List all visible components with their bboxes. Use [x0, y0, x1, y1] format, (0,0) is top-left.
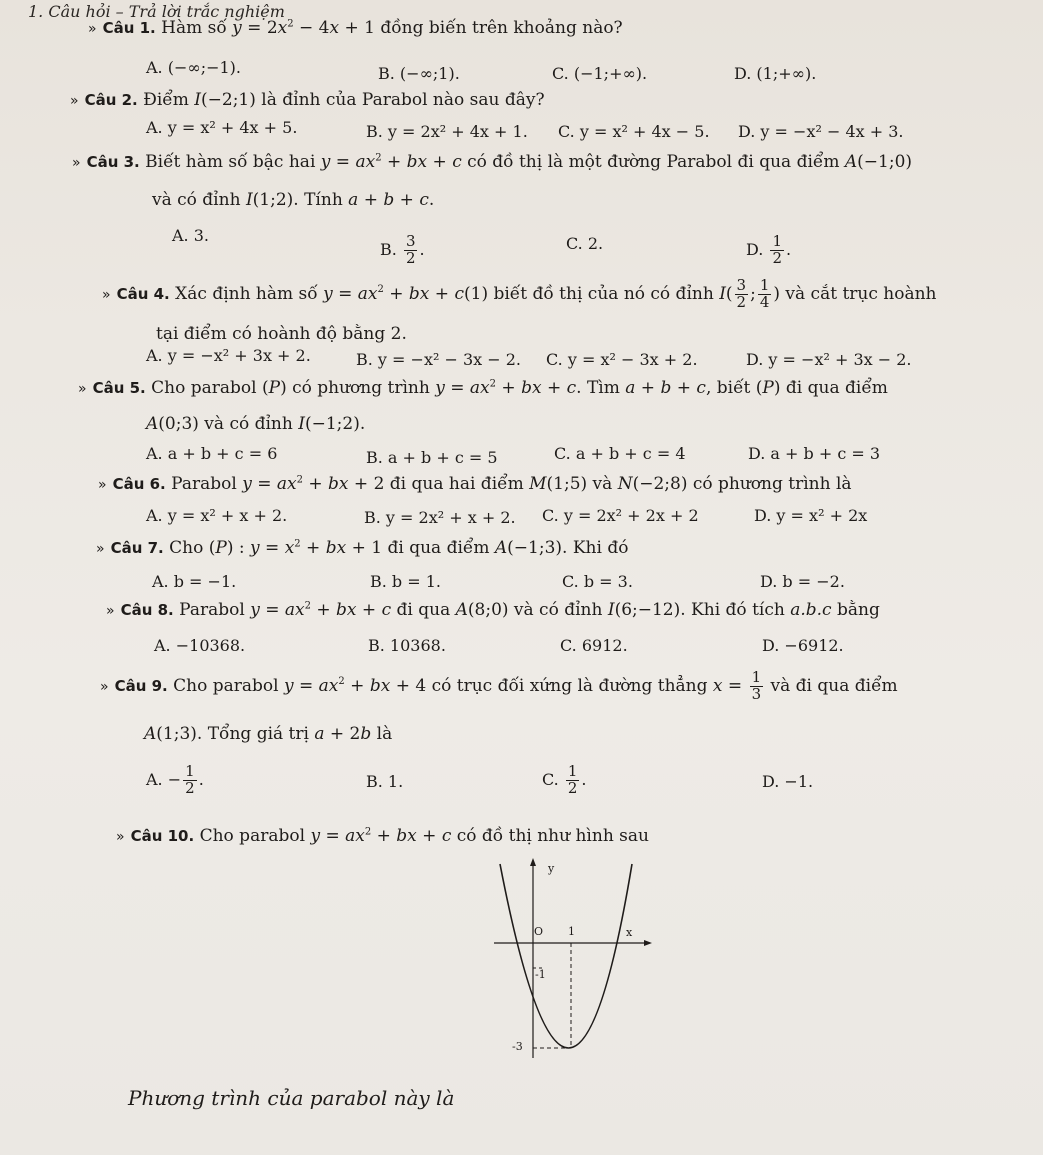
y-axis-arrow-icon — [530, 858, 536, 866]
option-a[interactable]: A. − $\frac{1}{2}$ . — [146, 762, 204, 797]
bullet-icon: » — [96, 541, 105, 557]
question-3: » Câu 3. Biết hàm số bậc hai $y = ax^2$ + bx + c có đồ thị là một đường Parabol đi qua điểm A(−1;0) — [72, 152, 913, 172]
bullet-icon: » — [116, 829, 125, 845]
option-d[interactable]: D. $\frac{1}{2}$ . — [746, 232, 792, 267]
option-a[interactable]: A. b = −1. — [152, 572, 237, 591]
option-c[interactable]: C. (−1;+∞). — [552, 64, 648, 83]
option-d[interactable]: D. b = −2. — [760, 572, 845, 591]
option-d[interactable]: D. −6912. — [762, 636, 844, 655]
question-9: » Câu 9. Cho parabol $y = ax^2$ + bx + 4 có trục đối xứng là đường thẳng x = $\frac{1}{3}$ và đi qua điểm — [100, 668, 898, 703]
question-5: » Câu 5. Cho parabol (P) có phương trình $y = ax^2$ + bx + c. Tìm a + b + c, biết (P) đi qua điểm — [78, 378, 888, 398]
option-c[interactable]: C. b = 3. — [562, 572, 633, 591]
question-5-line2: A(0;3) và có đỉnh I(−1;2). — [146, 414, 366, 434]
question-10: » Câu 10. Cho parabol $y = ax^2$ + bx + c có đồ thị như hình sau — [116, 826, 649, 846]
x-axis-label: x — [626, 926, 633, 939]
bullet-icon: » — [102, 286, 111, 303]
question-label: Câu 10. — [130, 827, 195, 845]
bullet-icon: » — [72, 155, 81, 171]
question-7: » Câu 7. Cho (P) : $y = x^2$ + bx + 1 đi qua điểm A(−1;3). Khi đó — [96, 538, 629, 558]
option-b[interactable]: B. 1. — [366, 772, 404, 791]
question-label: Câu 9. — [114, 676, 168, 695]
question-3-line2: và có đỉnh I(1;2). Tính a + b + c. — [152, 190, 435, 210]
bullet-icon: » — [98, 477, 107, 493]
option-d[interactable]: D. (1;+∞). — [734, 64, 817, 83]
question-4: » Câu 4. Xác định hàm số $y = ax^2$ + bx + c(1) biết đồ thị của nó có đỉnh I( $\frac{3}{2}$ ; $\frac{1}{4}$ ) và cắt trục hoành — [102, 276, 937, 311]
option-d[interactable]: D. y = x² + 2x — [754, 506, 868, 525]
parabol-graph — [490, 856, 670, 1076]
option-d[interactable]: D. y = −x² + 3x − 2. — [746, 350, 912, 369]
question-label: Câu 7. — [110, 539, 164, 557]
question-label: Câu 1. — [102, 19, 156, 37]
option-b[interactable]: B. a + b + c = 5 — [366, 448, 498, 467]
question-6: » Câu 6. Parabol $y = ax^2$ + bx + 2 đi qua hai điểm M(1;5) và N(−2;8) có phương trình là — [98, 474, 852, 494]
option-c[interactable]: C. $\frac{1}{2}$ . — [542, 762, 587, 797]
question-label: Câu 2. — [84, 91, 138, 109]
option-b[interactable]: B. y = 2x² + x + 2. — [364, 508, 516, 527]
question-label: Câu 8. — [120, 601, 174, 619]
option-c[interactable]: C. y = x² − 3x + 2. — [546, 350, 698, 369]
option-b[interactable]: B. b = 1. — [370, 572, 442, 591]
option-a[interactable]: A. y = −x² + 3x + 2. — [146, 346, 311, 365]
option-a[interactable]: A. 3. — [172, 226, 209, 245]
option-a[interactable]: A. a + b + c = 6 — [146, 444, 278, 463]
option-c[interactable]: C. 2. — [566, 234, 604, 253]
option-a[interactable]: A. −10368. — [154, 636, 246, 655]
question-2: » Câu 2. Điểm I(−2;1) là đỉnh của Parabol nào sau đây? — [70, 90, 545, 110]
bullet-icon: » — [100, 678, 109, 695]
question-label: Câu 4. — [116, 284, 170, 303]
question-label: Câu 5. — [92, 379, 146, 397]
option-a[interactable]: A. y = x² + x + 2. — [146, 506, 288, 525]
parabol-curve — [500, 864, 632, 1048]
option-c[interactable]: C. a + b + c = 4 — [554, 444, 686, 463]
option-d[interactable]: D. −1. — [762, 772, 814, 791]
option-c[interactable]: C. 6912. — [560, 636, 628, 655]
bullet-icon: » — [70, 93, 79, 109]
question-9-line2: A(1;3). Tổng giá trị a + 2b là — [144, 724, 393, 744]
x-axis-arrow-icon — [644, 940, 652, 946]
bullet-icon: » — [78, 381, 87, 397]
question-8: » Câu 8. Parabol $y = ax^2$ + bx + c đi qua A(8;0) và có đỉnh I(6;−12). Khi đó tích a.b.c bằng — [106, 600, 880, 620]
option-d[interactable]: D. a + b + c = 3 — [748, 444, 881, 463]
question-1: » Câu 1. Hàm số $y = 2x^2 - 4x + 1$ đồng biến trên khoảng nào? — [88, 18, 623, 38]
bullet-icon: » — [106, 603, 115, 619]
tick-x-1: 1 — [568, 925, 575, 938]
option-b[interactable]: B. 10368. — [368, 636, 446, 655]
question-4-line2: tại điểm có hoành độ bằng 2. — [156, 324, 407, 344]
parabol-graph-svg — [490, 856, 670, 1076]
option-b[interactable]: B. $\frac{3}{2}$ . — [380, 232, 425, 267]
option-d[interactable]: D. y = −x² − 4x + 3. — [738, 122, 904, 141]
option-a[interactable]: A. y = x² + 4x + 5. — [146, 118, 298, 137]
question-label: Câu 3. — [86, 153, 140, 171]
y-axis-label: y — [548, 862, 555, 875]
option-c[interactable]: C. y = 2x² + 2x + 2 — [542, 506, 699, 525]
option-c[interactable]: C. y = x² + 4x − 5. — [558, 122, 710, 141]
option-a[interactable]: A. (−∞;−1). — [146, 58, 242, 77]
option-b[interactable]: B. y = −x² − 3x − 2. — [356, 350, 522, 369]
option-b[interactable]: B. (−∞;1). — [378, 64, 460, 83]
origin-label: O — [534, 925, 544, 938]
option-b[interactable]: B. y = 2x² + 4x + 1. — [366, 122, 528, 141]
section-header: 1. Câu hỏi – Trả lời trắc nghiệm — [28, 2, 285, 21]
tick-y-minus-3: -3 — [512, 1040, 523, 1053]
question-label: Câu 6. — [112, 475, 166, 493]
tick-y-minus-1: -1 — [535, 968, 546, 981]
bullet-icon: » — [88, 21, 97, 37]
question-10-prompt: Phương trình của parabol này là — [128, 1086, 455, 1110]
